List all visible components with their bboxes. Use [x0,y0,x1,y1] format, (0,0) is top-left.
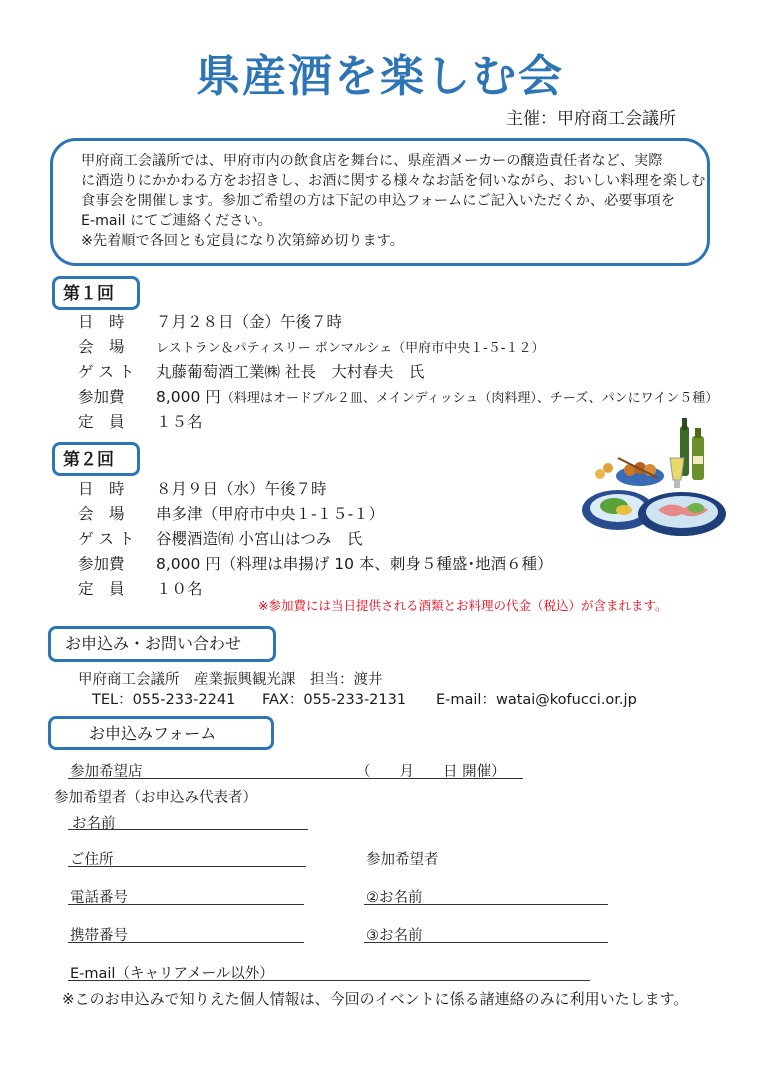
form-address-label: ご住所 [70,852,114,868]
label: ゲ ス ト [78,363,135,381]
contact-email: E-mail：watai@kofucci.or.jp [436,692,637,708]
event2-guest: 谷櫻酒造㈲ 小宮山はつみ 氏 [156,530,363,548]
event1-guest-row [78,360,424,382]
intro-line: に酒造りにかかわる方をお招きし、お酒に関する様々なお話を伺いながら、おいしい料理を楽しむ [81,173,706,189]
event1-date: ７月２８日（金）午後７時 [156,313,343,331]
event2-venue-row [78,502,384,524]
event2-fee: 8,000 円（料理は串揚げ 10 本、刺身５種盛･地酒６種） [156,555,553,573]
intro-box [50,138,710,266]
form-store-label: 参加希望店 [70,764,143,780]
form-phone-field[interactable] [68,904,304,905]
intro-line: ※先着順で各回とも定員になり次第締め切ります。 [81,233,404,249]
form-date-paren: （ 月 日 開催） [356,764,506,780]
event2-capacity-row [78,577,203,599]
event2-date: ８月９日（水）午後７時 [156,480,327,498]
label: 会 場 [78,338,125,356]
form-name-label: お名前 [72,816,116,832]
event1-capacity-row [78,410,203,432]
event1-fee: 8,000 円 [156,388,221,406]
form-mobile-field[interactable] [68,942,304,943]
event2-badge: 第２回 [52,442,140,476]
form-store-field[interactable] [68,778,523,779]
form-heading: お申込みフォーム [48,716,274,750]
contact-org: 甲府商工会議所 産業振興観光課 担当：渡井 [78,672,383,688]
event1-fee-row [78,385,718,407]
form-email-label: E-mail（キャリアメール以外） [70,966,274,982]
contact-fax: FAX：055-233-2131 [262,692,407,708]
form-email-field[interactable] [68,980,590,981]
form-mobile-label: 携帯番号 [70,928,128,944]
privacy-note: ※このお申込みで知りえた個人情報は、今回のイベントに係る諸連絡のみに利用いたします。 [62,990,689,1008]
form-name-field[interactable] [68,829,308,830]
intro-line: E-mail にてご連絡ください。 [81,213,272,229]
page-title: 県産酒を楽しむ会 [196,51,564,102]
event2-capacity: １０名 [156,580,203,598]
contact-tel: TEL：055-233-2241 [92,692,236,708]
event2-fee-row [78,552,553,574]
label: 参加費 [78,555,125,573]
event1-capacity: １５名 [156,413,203,431]
label: 日 時 [78,480,125,498]
form-rep-label: 参加希望者（お申込み代表者） [54,790,257,806]
form-phone-label: 電話番号 [70,890,128,906]
host-organizer: 主催：甲府商工会議所 [506,109,676,129]
form-participants-label: 参加希望者 [366,852,439,868]
event1-guest: 丸藤葡萄酒工業㈱ 社長 大村春夫 氏 [156,363,425,381]
event2-date-row [78,477,327,499]
event1-venue-row [78,335,545,357]
contact-heading: お申込み・お問い合わせ [48,626,276,662]
label: ゲ ス ト [78,530,135,548]
form-name2-field[interactable] [364,904,608,905]
form-name2-label: ②お名前 [366,890,423,906]
event1-date-row [78,310,342,332]
form-name3-field[interactable] [364,942,608,943]
event2-guest-row [78,527,362,549]
intro-line: 甲府商工会議所では、甲府市内の飲食店を舞台に、県産酒メーカーの醸造責任者など、実際 [81,153,663,169]
event1-fee-note: （料理はオードブル２皿、メインディッシュ（肉料理）、チーズ、パンにワイン５種） [220,391,719,406]
event1-badge: 第１回 [52,276,140,310]
intro-line: 食事会を開催します。参加ご希望の方は下記の申込フォームにご記入いただくか、必要事項を [81,193,676,209]
event1-venue: レストラン＆パティスリー ボンマルシェ（甲府市中央１-５-１２） [156,341,545,356]
event2-venue: 串多津（甲府市中央１-１５-１） [156,505,385,523]
form-name3-label: ③お名前 [366,928,423,944]
label: 定 員 [78,580,125,598]
label: 定 員 [78,413,125,431]
label: 日 時 [78,313,125,331]
label: 参加費 [78,388,125,406]
fee-note: ※参加費には当日提供される酒類とお料理の代金（税込）が含まれます。 [258,598,668,613]
form-address-field[interactable] [68,866,306,867]
label: 会 場 [78,505,125,523]
food-illustration [578,418,730,544]
